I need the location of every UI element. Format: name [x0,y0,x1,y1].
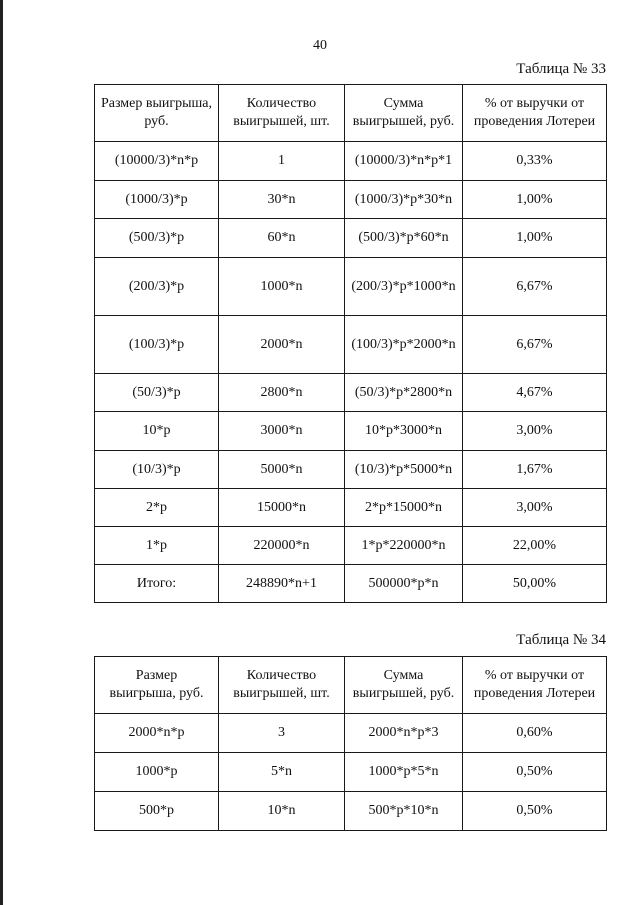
cell-total-count: 248890*n+1 [219,565,345,603]
table-row [95,489,607,527]
cell-prize-count: 220000*n [219,527,345,565]
cell-prize-sum: (200/3)*p*1000*n [345,258,463,316]
cell-prize-size: 10*p [95,412,219,451]
table-total-row [95,565,607,603]
cell-prize-count: 2000*n [219,316,345,374]
cell-prize-size: (10/3)*p [95,451,219,489]
table-row [95,181,607,219]
cell-prize-sum: (50/3)*p*2800*n [345,374,463,412]
cell-revenue-percent: 1,67% [463,451,607,489]
table-34-caption: Таблица № 34 [516,632,606,648]
cell-revenue-percent: 1,00% [463,219,607,258]
header-prize-count: Количество выигрышей, шт. [219,85,345,142]
cell-revenue-percent: 3,00% [463,412,607,451]
cell-total-sum: 500000*p*n [345,565,463,603]
cell-revenue-percent: 0,50% [463,753,607,792]
cell-prize-sum: 1*p*220000*n [345,527,463,565]
cell-prize-sum: 500*p*10*n [345,792,463,831]
cell-prize-count: 3000*n [219,412,345,451]
cell-revenue-percent: 0,50% [463,792,607,831]
cell-prize-sum: (100/3)*p*2000*n [345,316,463,374]
table-row [95,316,607,374]
cell-prize-size: (10000/3)*n*p [95,142,219,181]
cell-prize-size: (200/3)*p [95,258,219,316]
cell-prize-size: (1000/3)*p [95,181,219,219]
cell-prize-count: 10*n [219,792,345,831]
table-33-caption: Таблица № 33 [516,61,606,77]
table-row [95,527,607,565]
table-row [95,451,607,489]
header-prize-count: Количество выигрышей, шт. [219,657,345,714]
cell-prize-sum: (10/3)*p*5000*n [345,451,463,489]
cell-prize-sum: (1000/3)*p*30*n [345,181,463,219]
cell-prize-sum: 2000*n*p*3 [345,714,463,753]
header-prize-size: Размер выигрыша, руб. [95,657,219,714]
cell-prize-size: 1000*p [95,753,219,792]
cell-prize-size: (50/3)*p [95,374,219,412]
table-row [95,753,607,792]
cell-prize-count: 2800*n [219,374,345,412]
cell-prize-sum: 10*p*3000*n [345,412,463,451]
cell-revenue-percent: 0,33% [463,142,607,181]
cell-prize-count: 5*n [219,753,345,792]
table-row [95,142,607,181]
cell-revenue-percent: 3,00% [463,489,607,527]
cell-prize-count: 1 [219,142,345,181]
header-prize-sum: Сумма выигрышей, руб. [345,85,463,142]
header-revenue-percent: % от выручки от проведения Лотереи [463,85,607,142]
cell-prize-count: 30*n [219,181,345,219]
page-number: 40 [313,38,327,53]
cell-prize-count: 1000*n [219,258,345,316]
cell-prize-size: (100/3)*p [95,316,219,374]
cell-revenue-percent: 0,60% [463,714,607,753]
cell-prize-size: 500*p [95,792,219,831]
table-33 [94,84,607,603]
table-row [95,219,607,258]
cell-revenue-percent: 4,67% [463,374,607,412]
table-34-header-row [95,657,607,714]
cell-revenue-percent: 1,00% [463,181,607,219]
cell-prize-size: 1*p [95,527,219,565]
cell-prize-size: 2000*n*p [95,714,219,753]
table-row [95,792,607,831]
cell-prize-count: 5000*n [219,451,345,489]
cell-prize-sum: 2*p*15000*n [345,489,463,527]
cell-prize-size: 2*p [95,489,219,527]
cell-revenue-percent: 22,00% [463,527,607,565]
header-prize-sum: Сумма выигрышей, руб. [345,657,463,714]
cell-revenue-percent: 6,67% [463,258,607,316]
cell-prize-count: 15000*n [219,489,345,527]
cell-prize-count: 60*n [219,219,345,258]
cell-prize-sum: (10000/3)*n*p*1 [345,142,463,181]
table-row [95,714,607,753]
table-row [95,412,607,451]
header-prize-size: Размер выигрыша, руб. [95,85,219,142]
cell-prize-size: (500/3)*p [95,219,219,258]
cell-total-percent: 50,00% [463,565,607,603]
cell-prize-count: 3 [219,714,345,753]
cell-total-label: Итого: [95,565,219,603]
cell-prize-sum: (500/3)*p*60*n [345,219,463,258]
table-row [95,374,607,412]
table-row [95,258,607,316]
table-34 [94,656,607,831]
table-33-header-row [95,85,607,142]
header-revenue-percent: % от выручки от проведения Лотереи [463,657,607,714]
scan-left-edge [0,0,3,905]
cell-prize-sum: 1000*p*5*n [345,753,463,792]
cell-revenue-percent: 6,67% [463,316,607,374]
